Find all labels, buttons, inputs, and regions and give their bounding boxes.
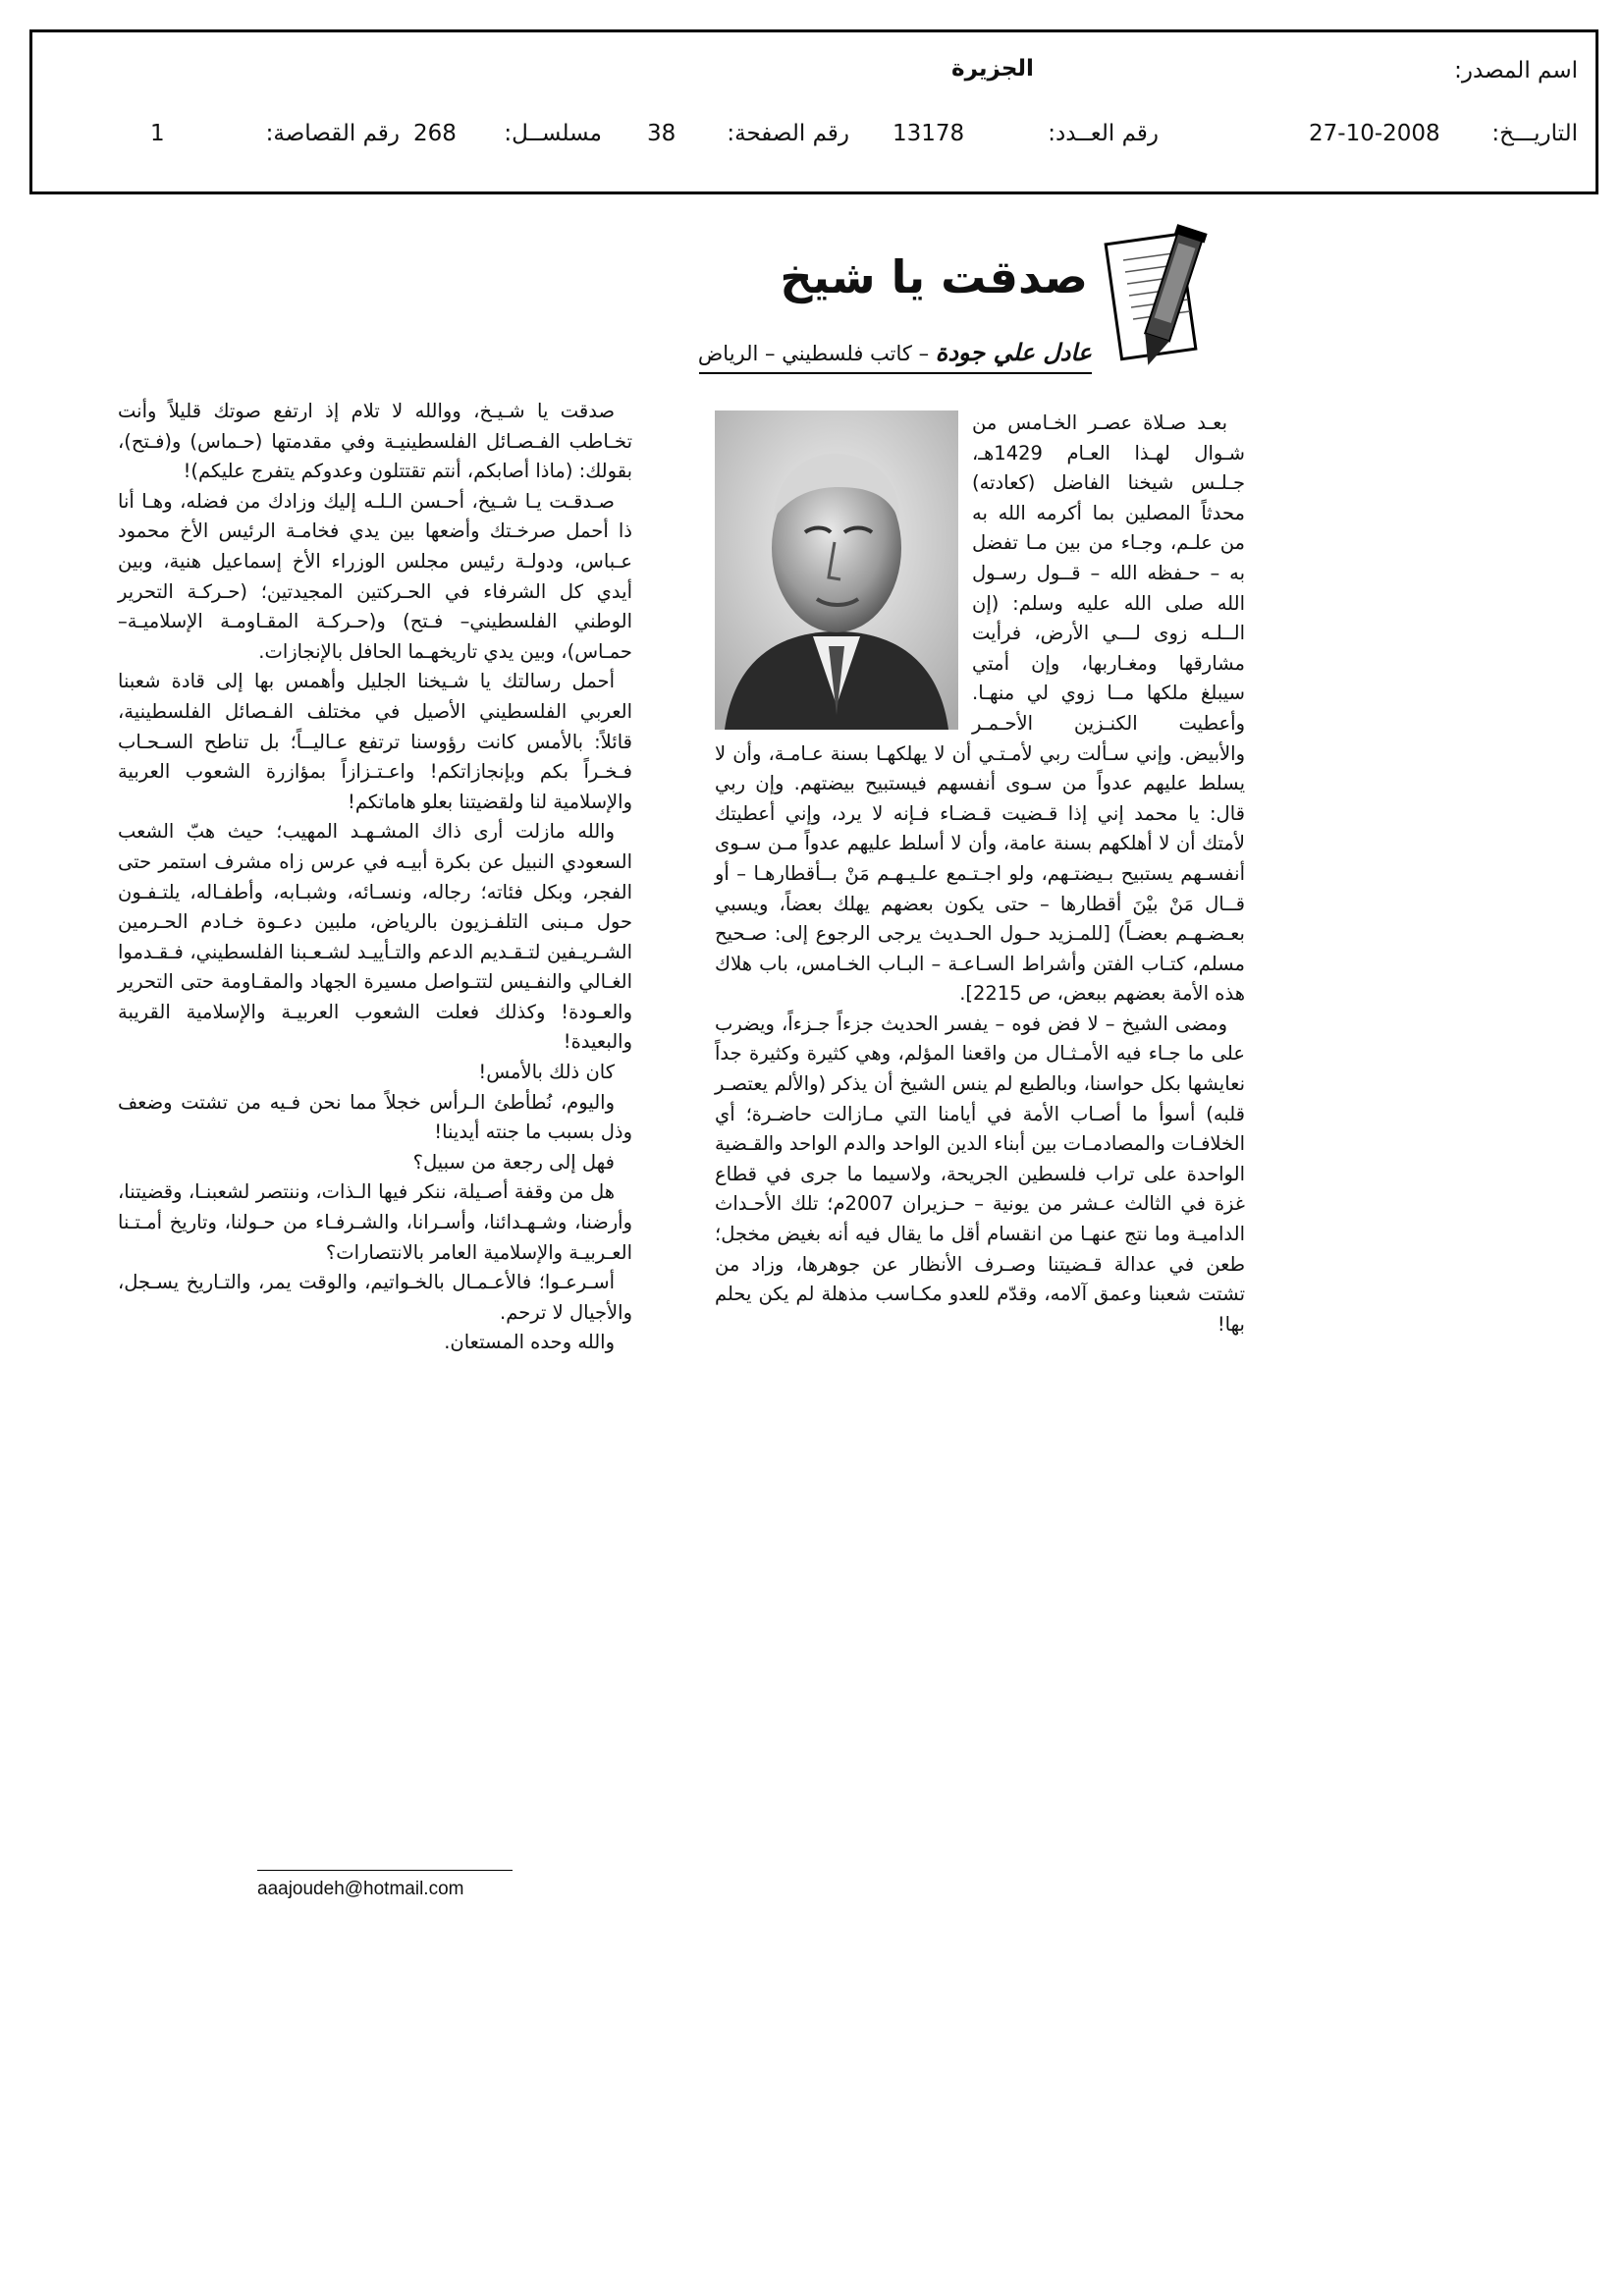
- paragraph: ومضى الشيخ – لا فض فوه – يفسر الحديث جزءاً جـزءاً، ويضرب على ما جـاء فيه الأمـثـال من واقعنا المؤلم، وهي كثيرة وكثيرة جداً نعايشها بكل حواسنا، وبالطبع لم ينس الشيخ أن يذكر (والألم يعتصـر قلبه) أسوأ ما أصـاب الأمة في أيامنا التي مـازالت حاضـرة؛ أي الخلافـات والمصادمـات بين أبناء الدين الواحد والدم الواحد والقـضية الواحدة على تراب فلسطين الجريحة، ولاسيما ما جرى في قطاع غزة في الثالث عـشر من يونية – حـزيران 2007م؛ تلك الأحـداث الداميـة وما نتج عنهـا من انقسام أقل ما يقال فيه أنه بغيض مخجل؛ طعن في عدالة قـضيتنا وصـرف الأنظار عن جوهرها، وزاد من تشتت شعبنا وعمق آلامه، وقدّم للعدو مكـاسب مذهلة لم يكن يحلم بها!: [715, 1011, 1245, 1336]
- author-name: عادل علي جودة: [935, 339, 1092, 366]
- paragraph: أحمل رسالتك يا شـيخنا الجليل وأهمس بها إلى قادة شعبنا العربي الفلسطيني الأصيل في مختلف الفـصائل الفلسطينية، قائلاً: بالأمس كانت رؤوسنا ترتفع عـاليــاً؛ بل تناطح السـحـاب فـخـراً بكم وبإنجازاتكم! واعـتـزازاً بمؤازرة الشعوب العربية والإسلامية لنا ولقضيتنا بعلو هاماتكم!: [118, 670, 632, 813]
- source-info-box: [29, 29, 1598, 194]
- paragraph: بعـد صـلاة عصـر الخـامس من شـوال لهـذا العـام 1429هـ، جـلـس شيخنا الفاضل (كعادته) محدثاً المصلين بما أكرمه الله به من علـم، وجـاء من بين مـا تفضل به – حـفظه الله – قــول رسـول الله صلى الله عليه وسلم: (إن الــلـه زوى لـــي الأرض، فرأيت مشارقها ومغـاربها، وإن أمتي سيبلغ ملكها مــا زوي لي منهـا. وأعطيت الكنـزين الأحـمـر والأبيض. وإني سـألت ربي لأمـتـي أن لا يهلكهـا بسنة عـامـة، وأن لا يسلط عليهم عدواً من سـوى أنفسهم فيستبيح بيضتهم. وإن ربي قال: يا محمد إني إذا قـضيت قـضـاء فـإنه لا يرد، وإني أعطيتك لأمتك أن لا أهلكهم بسنة عامة، وأن لا أسلط عليهم عدواً مـن سـوى أنفسـهم يستبيح بـيضتـهم، ولو اجـتـمع علـيـهـم مَنْ بــأقطارهـا – أو قــال مَنْ بيْنَ أقطارها – حتى يكون بعضهم يهلك بعضاً، ويسبي بعـضـهـم بعضـاً) [للمـزيد حـول الحـديث يرجى الرجوع إلى: صـحيح مسلم، كتـاب الفتن وأشراط السـاعـة – البـاب الخـامس، باب هلاك هذه الأمة بعضهم ببعض، ص 2215].: [715, 411, 1245, 1006]
- paragraph: أسـرعـوا؛ فالأعـمـال بالخـواتيم، والوقت يمر، والتـاريخ يسـجل، والأجيال لا ترحم.: [118, 1271, 632, 1324]
- serial-label: مسلســل:: [504, 121, 602, 146]
- paragraph: فهل إلى رجعة من سبيل؟: [412, 1150, 615, 1174]
- author-role: – كاتب فلسطيني – الرياض: [697, 342, 930, 365]
- clip-value: 1: [150, 121, 165, 146]
- paragraph: صدقت يا شـيـخ، ووالله لا تلام إذ ارتفع صوتك قليلاً وأنت تخـاطب الفـصـائل الفلسطينيـة وفي مقدمتها (حـماس) و(فـتح)، بقولك: (ماذا أصابكم، أنتم تقتتلون وعدوكم يتفرج عليكم)!: [118, 400, 632, 483]
- article-headline: صدقت يا شيخ: [780, 250, 1088, 303]
- paragraph: صـدقـت يـا شـيخ، أحـسن الـلـه إليك وزادك من فضله، وهـا أنا ذا أحمل صرخـتك وأضعها بين يدي فخامـة الرئيس الأخ محمود عـباس، ودولـة رئيس مجلس الوزراء الأخ إسماعيل هنية، وبين أيدي كل الشرفاء في الحـركتين المجيدتين؛ (حـركـة التحرير الوطني الفلسطيني– فـتح) و(حـركـة المقـاومـة الإسلاميـة– حمـاس)، وبين يدي تاريخهـما الحافل بالإنجازات.: [118, 489, 632, 663]
- signature-rule: [257, 1870, 513, 1871]
- page-value: 38: [647, 121, 676, 146]
- issue-value: 13178: [893, 121, 965, 146]
- article-title-block: [697, 221, 1217, 393]
- serial-value: 268: [413, 121, 457, 146]
- pen-paper-icon: [1100, 221, 1217, 378]
- clip-label: رقم القصاصة:: [265, 121, 400, 146]
- author-email: aaajoudeh@hotmail.com: [257, 1879, 464, 1899]
- source-value: الجزيرة: [951, 56, 1034, 82]
- page-label: رقم الصفحة:: [727, 121, 849, 146]
- paragraph: هل من وقفة أصـيلة، ننكر فيها الـذات، وننتصر لشعبنـا، وقضيتنا، وأرضنا، وشـهـدائنا، وأسـرانا، والشـرفـاء من حـولنا، وتاريخ أمـتـنا العـربيـة والإسلامية العامر بالانتصارات؟: [118, 1180, 632, 1264]
- article-column-1: [715, 409, 1245, 1339]
- paragraph: والله مازلت أرى ذاك المشـهـد المهيب؛ حيث هبّ الشعب السعودي النبيل عن بكرة أبيـه في عرس زاه مشرف استمر حتى الفجر، وبكل فئاته؛ رجاله، ونسـائه، وشبـابه، وأطفـاله، يلتـفـون حول مـبنى التلفـزيون بالرياض، ملبين دعـوة خـادم الحـرمين الشـريـفين لتـقـديم الدعم والتـأييـد لشـعـبنا الفلسطيني، فـقـدموا الغـالي والنفـيس لتتـواصل مسيرة الجهاد والمقـاومة حتى التحرير والعـودة! وكذلك فعلت الشعوب العربيـة والإسلامية القريبة والبعيدة!: [118, 820, 632, 1054]
- paragraph: واليوم، نُطأطئ الـرأس خجلاً مما نحن فـيه من تشتت وضعف وذل بسبب ما جنته أيدينا!: [118, 1090, 632, 1144]
- paragraph: والله وحده المستعان.: [444, 1331, 615, 1354]
- paragraph: كان ذلك بالأمس!: [478, 1061, 615, 1084]
- issue-label: رقم العــدد:: [1048, 121, 1159, 146]
- photo-space: [715, 409, 972, 738]
- date-value: 27-10-2008: [1309, 121, 1440, 146]
- byline: [699, 339, 1092, 374]
- date-label: التاريـــخ:: [1491, 121, 1578, 146]
- source-label: اسم المصدر:: [1454, 58, 1578, 83]
- article-column-2: [118, 397, 632, 1358]
